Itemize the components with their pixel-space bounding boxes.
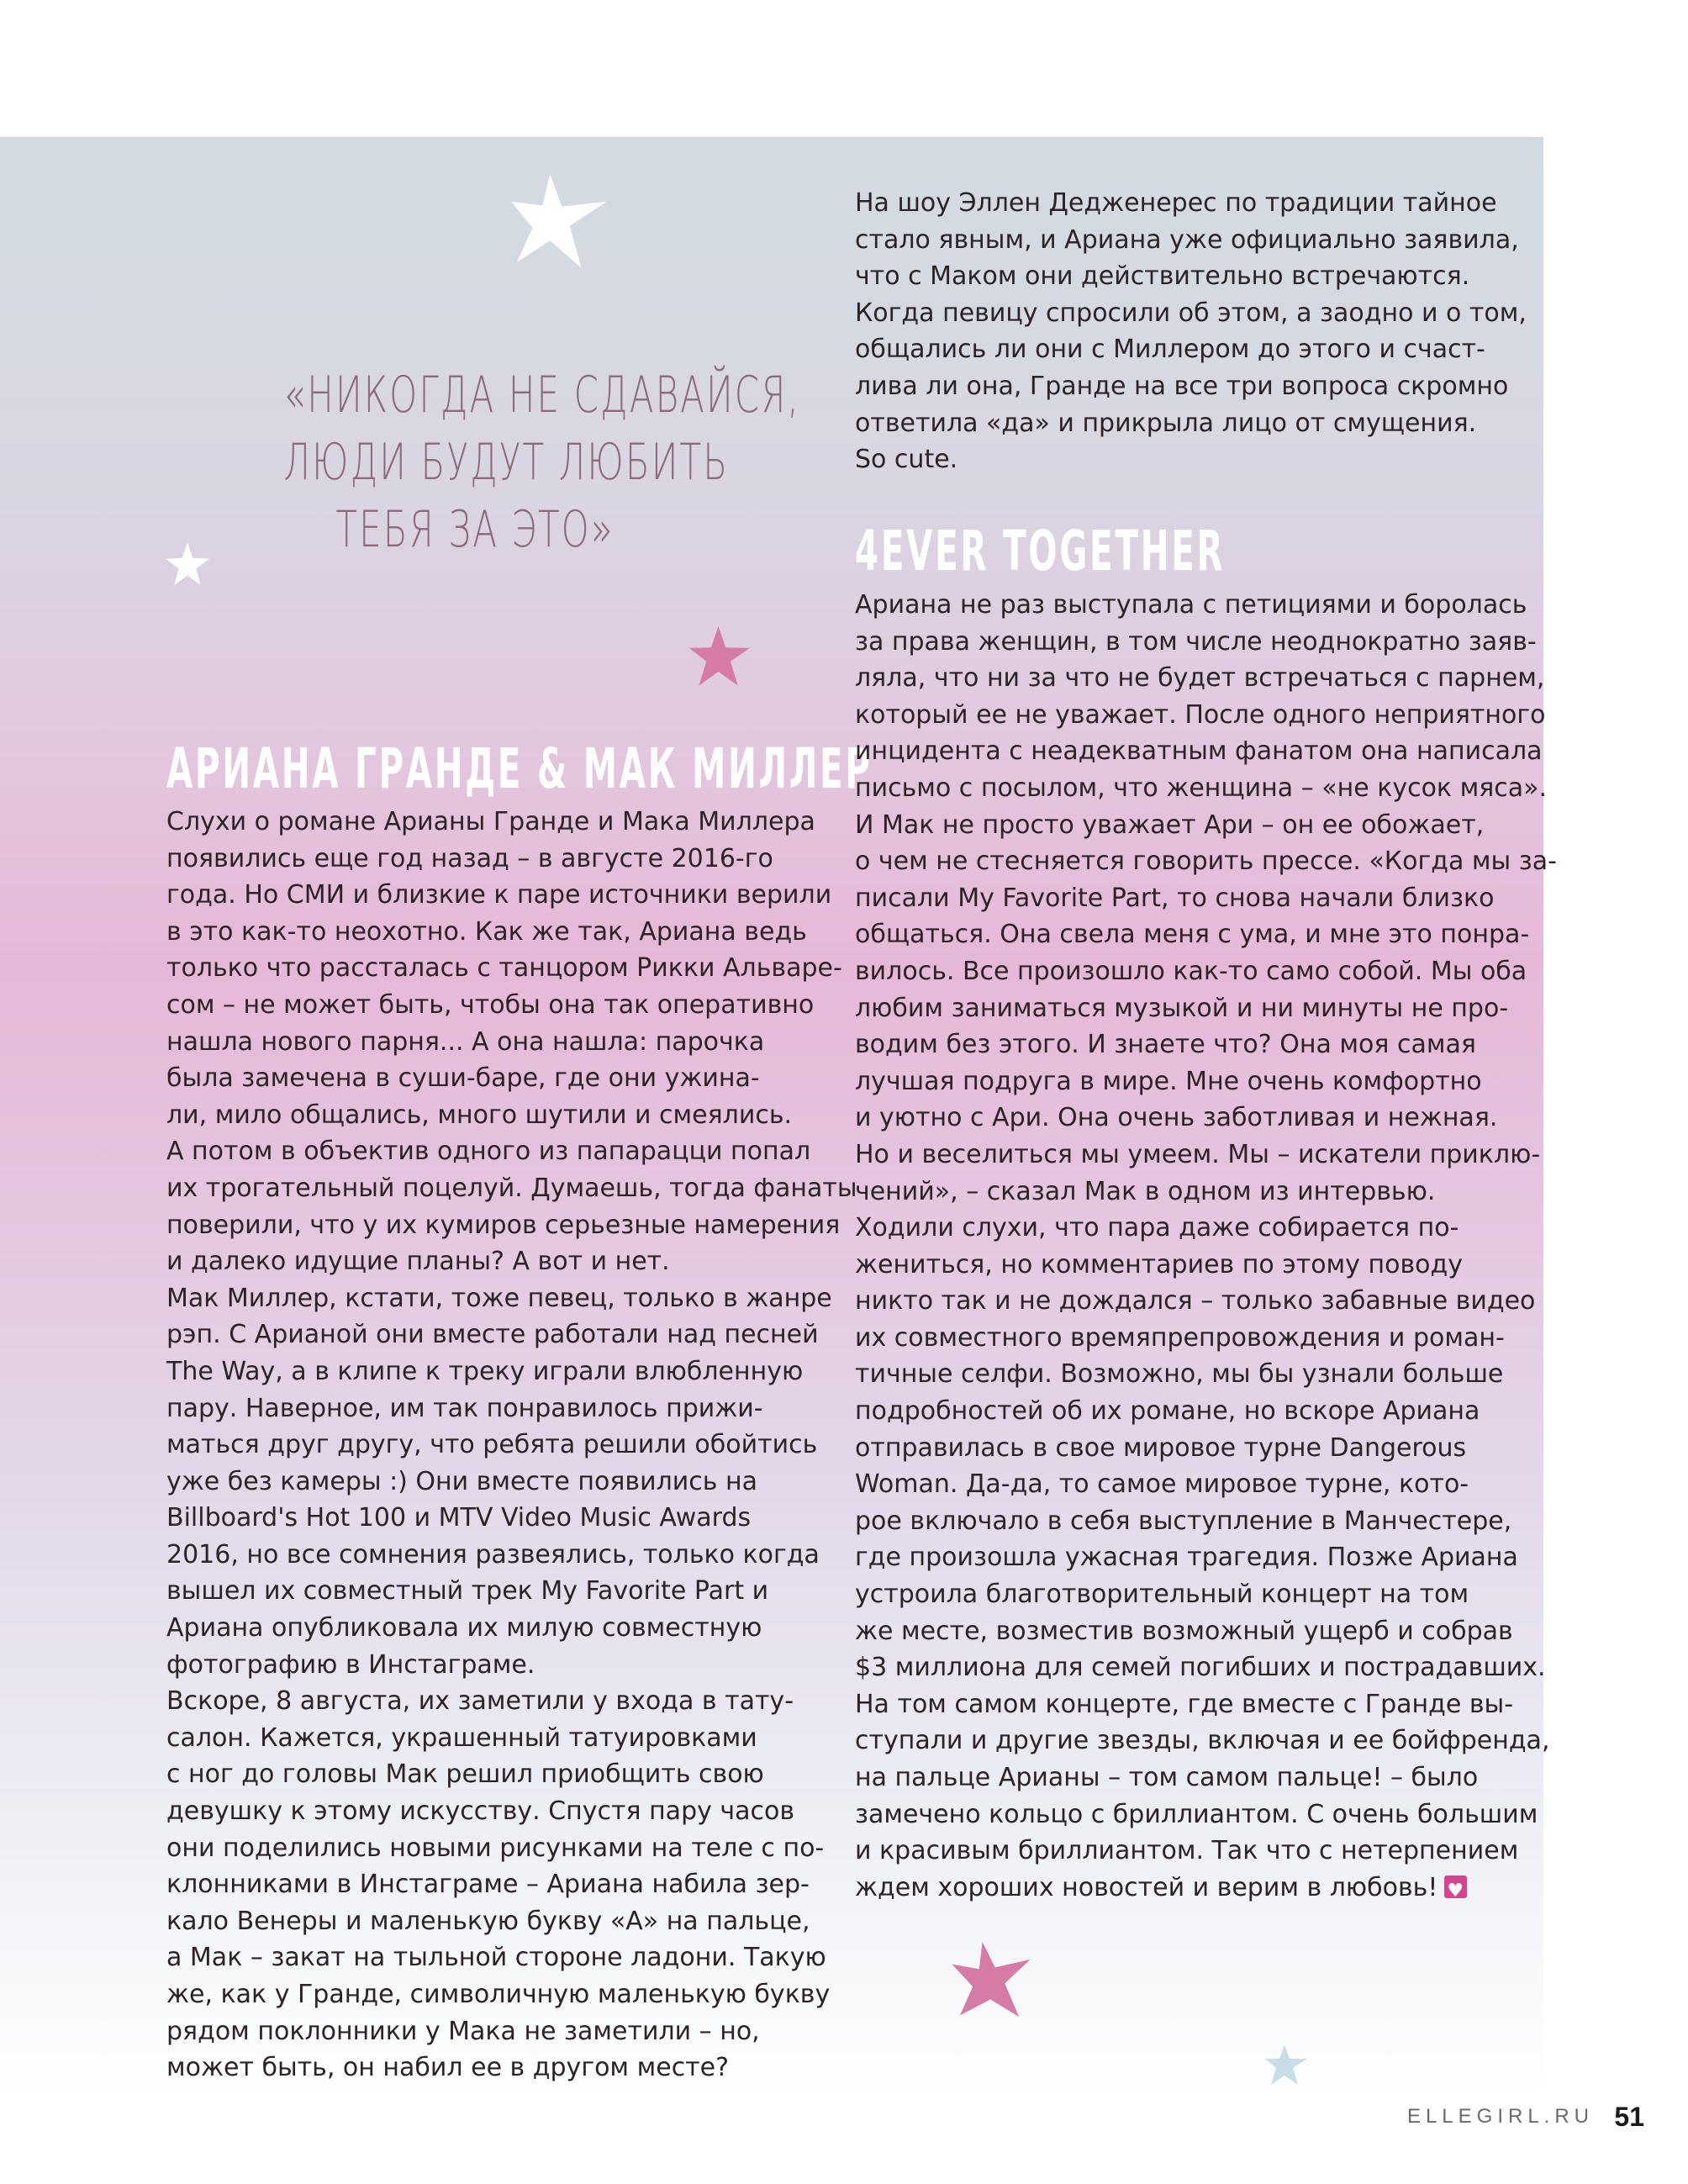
text-line: фотографию в Инстаграме. — [166, 1649, 535, 1680]
text-line: только что рассталась с танцором Рикки Альваре- — [166, 953, 842, 984]
text-line: общались ли они с Миллером до этого и счаст- — [855, 335, 1485, 365]
text-line: никто так и не дождался – только забавные видео — [855, 1286, 1536, 1316]
text-line: $3 миллиона для семей погибших и пострадавших. — [855, 1653, 1546, 1683]
text-line: лучшая подруга в мире. Мне очень комфортно — [855, 1066, 1482, 1096]
text-line: их трогательный поцелуй. Думаешь, тогда фанаты — [166, 1173, 857, 1203]
text-line: жениться, но комментариев по этому поводу — [855, 1249, 1463, 1279]
star-icon — [950, 1942, 1034, 2022]
text-line: Billboard's Hot 100 и MTV Video Music Awards — [166, 1503, 752, 1533]
text-line: писали My Favorite Part, то снова начали близко — [855, 883, 1495, 913]
text-line: поверили, что у их кумиров серьезные намерения — [166, 1210, 841, 1240]
text-line: ступали и другие звезды, включая и ее бойфренда, — [855, 1726, 1550, 1756]
text-line: клонниками в Инстаграме – Ариана набила зер- — [166, 1870, 810, 1900]
text-line: с ног до головы Мак решил приобщить свою — [166, 1759, 764, 1790]
text-line: где произошла ужасная трагедия. Позже Ариана — [855, 1543, 1518, 1573]
text-line: девушку к этому искусству. Спустя пару часов — [166, 1796, 795, 1827]
quote-line: ЛЮДИ БУДУТ ЛЮБИТЬ — [283, 433, 730, 492]
text-line: который ее не уважает. После одного неприятного — [855, 699, 1546, 730]
page-footer — [1406, 2102, 1688, 2144]
text-line: И Мак не просто уважает Ари – он ее обожает, — [855, 810, 1485, 840]
text-line: салон. Кажется, украшенный татуировками — [166, 1722, 757, 1753]
heart-icon — [1444, 1875, 1467, 1898]
text-line: же месте, возместив возможный ущерб и собрав — [855, 1616, 1513, 1646]
text-line: что с Маком они действительно встречаются. — [855, 261, 1470, 292]
right-article-column — [855, 587, 1557, 1906]
text-line: На шоу Эллен Дедженерес по традиции тайное — [855, 188, 1497, 218]
text-line: Когда певицу спросили об этом, а заодно и о том, — [855, 298, 1527, 328]
left-article-column — [166, 804, 857, 2086]
text-line: они поделились новыми рисунками на теле с по- — [166, 1833, 825, 1863]
star-icon — [1263, 2044, 1310, 2086]
text-line: Ариана не раз выступала с петициями и боролась — [855, 590, 1527, 620]
text-line: Слухи о романе Арианы Гранде и Мака Миллера — [166, 807, 815, 836]
text-line: вилось. Все произошло как-то само собой. Мы оба — [855, 956, 1527, 986]
pull-quote — [283, 361, 800, 563]
text-line: ляла, что ни за что не будет встречаться с парнем, — [855, 663, 1545, 694]
text-line: инцидента с неадекватным фанатом она написала — [855, 736, 1543, 767]
section-heading: АРИАНА ГРАНДЕ & МАК МИЛЛЕР — [166, 736, 873, 801]
quote-line: ТЕБЯ ЗА ЭТО» — [335, 500, 615, 559]
text-line: Ходили слухи, что пара даже собирается по- — [855, 1213, 1459, 1243]
text-line: и красивым бриллиантом. Так что с нетерпением — [855, 1836, 1519, 1866]
text-line: ждем хороших новостей и верим в любовь! — [855, 1872, 1438, 1902]
text-line: рядом поклонники у Мака не заметили – но, — [166, 2016, 760, 2046]
text-line: Вскоре, 8 августа, их заметили у входа в тату- — [166, 1686, 794, 1717]
text-line: Но и веселиться мы умеем. Мы – искатели приклю- — [855, 1139, 1541, 1169]
text-line: кало Венеры и маленькую букву «А» на пальце, — [166, 1906, 810, 1936]
text-line: на пальце Арианы – том самом пальце! – было — [855, 1763, 1479, 1792]
text-line: тичные селфи. Возможно, мы бы узнали больше — [855, 1359, 1504, 1390]
text-line: письмо с посылом, что женщина – «не кусок мяса». — [855, 773, 1548, 803]
text-line: же, как у Гранде, символичную маленькую букву — [166, 1980, 831, 2009]
text-line: Woman. Да-да, то самое мировое турне, кото- — [855, 1469, 1469, 1500]
text-line: лива ли она, Гранде на все три вопроса скромно — [855, 371, 1509, 401]
text-line: Ариана опубликовала их милую совместную — [166, 1613, 762, 1643]
star-icon — [689, 626, 750, 687]
text-line: года. Но СМИ и близкие к паре источники верили — [166, 880, 832, 910]
text-line: пару. Наверное, им так понравилось прижи- — [166, 1393, 763, 1423]
text-line: замечено кольцо с бриллиантом. С очень большим — [855, 1799, 1538, 1829]
text-line: рэп. С Арианой они вместе работали над песней — [166, 1320, 819, 1350]
text-line: рое включало в себя выступление в Манчестере, — [855, 1506, 1512, 1536]
text-line: подробностей об их романе, но вскоре Ариана — [855, 1396, 1480, 1427]
text-line: о чем не стесняется говорить прессе. «Когда мы за- — [855, 847, 1557, 877]
text-line: может быть, он набил ее в другом месте? — [166, 2053, 730, 2083]
section-heading: 4EVER TOGETHER — [855, 519, 1226, 583]
text-line: общаться. Она свела меня с ума, и мне это понра- — [855, 920, 1530, 950]
star-icon — [166, 542, 209, 586]
text-line: ли, мило общались, много шутили и смеялись. — [166, 1100, 793, 1130]
text-line: устроила благотворительный концерт на том — [855, 1580, 1469, 1610]
text-line: 2016, но все сомнения развеялись, только когда — [166, 1539, 820, 1569]
text-line: и далеко идущие планы? А вот и нет. — [166, 1247, 670, 1277]
text-line: Мак Миллер, кстати, тоже певец, только в жанре — [166, 1283, 832, 1313]
text-line: их совместного времяпрепровождения и роман- — [855, 1322, 1505, 1353]
text-line: На том самом концерте, где вместе с Гранде вы- — [855, 1689, 1514, 1719]
text-line: стало явным, и Ариана уже официально заявила, — [855, 224, 1519, 255]
text-line: уже без камеры :) Они вместе появились на — [166, 1466, 757, 1496]
text-line: чений», – сказал Мак в одном из интервью. — [855, 1176, 1436, 1206]
text-line: А потом в объектив одного из папарацци попал — [166, 1137, 811, 1167]
text-line: вышел их совместный трек My Favorite Part и — [166, 1576, 769, 1606]
text-line: за права женщин, в том числе неоднократно заяв- — [855, 626, 1537, 657]
page-number: 51 — [1614, 2102, 1644, 2132]
text-line: The Way, а в клипе к треку играли влюбленную — [166, 1356, 804, 1386]
right-intro-paragraph — [855, 185, 1527, 478]
text-line: сом – не может быть, чтобы она так оперативно — [166, 989, 815, 1020]
text-line: маться друг другу, что ребята решили обойтись — [166, 1430, 818, 1460]
text-line-last — [855, 1870, 1557, 1907]
text-line: ответила «да» и прикрыла лицо от смущения. — [855, 408, 1477, 438]
text-line: любим заниматься музыкой и ни минуты не про- — [855, 993, 1509, 1023]
text-line: появились еще год назад – в августе 2016-го — [166, 843, 773, 873]
text-line: нашла нового парня... А она нашла: парочка — [166, 1026, 765, 1057]
text-line: а Мак – закат на тыльной стороне ладони. Такую — [166, 1943, 826, 1973]
text-line: отправилась в свое мировое турне Dangerous — [855, 1432, 1467, 1463]
star-icon — [504, 172, 615, 270]
text-line: So cute. — [855, 445, 958, 475]
site-url: ELLEGIRL.RU — [1406, 2105, 1594, 2128]
text-line: и уютно с Ари. Она очень заботливая и нежная. — [855, 1103, 1498, 1133]
quote-line: «НИКОГДА НЕ СДАВАЙСЯ, — [283, 366, 800, 425]
text-line: в это как-то неохотно. Как же так, Ариана ведь — [166, 916, 807, 947]
text-line: водим без этого. И знаете что? Она моя самая — [855, 1030, 1476, 1060]
text-line: была замечена в суши-баре, где они ужина- — [166, 1063, 760, 1094]
